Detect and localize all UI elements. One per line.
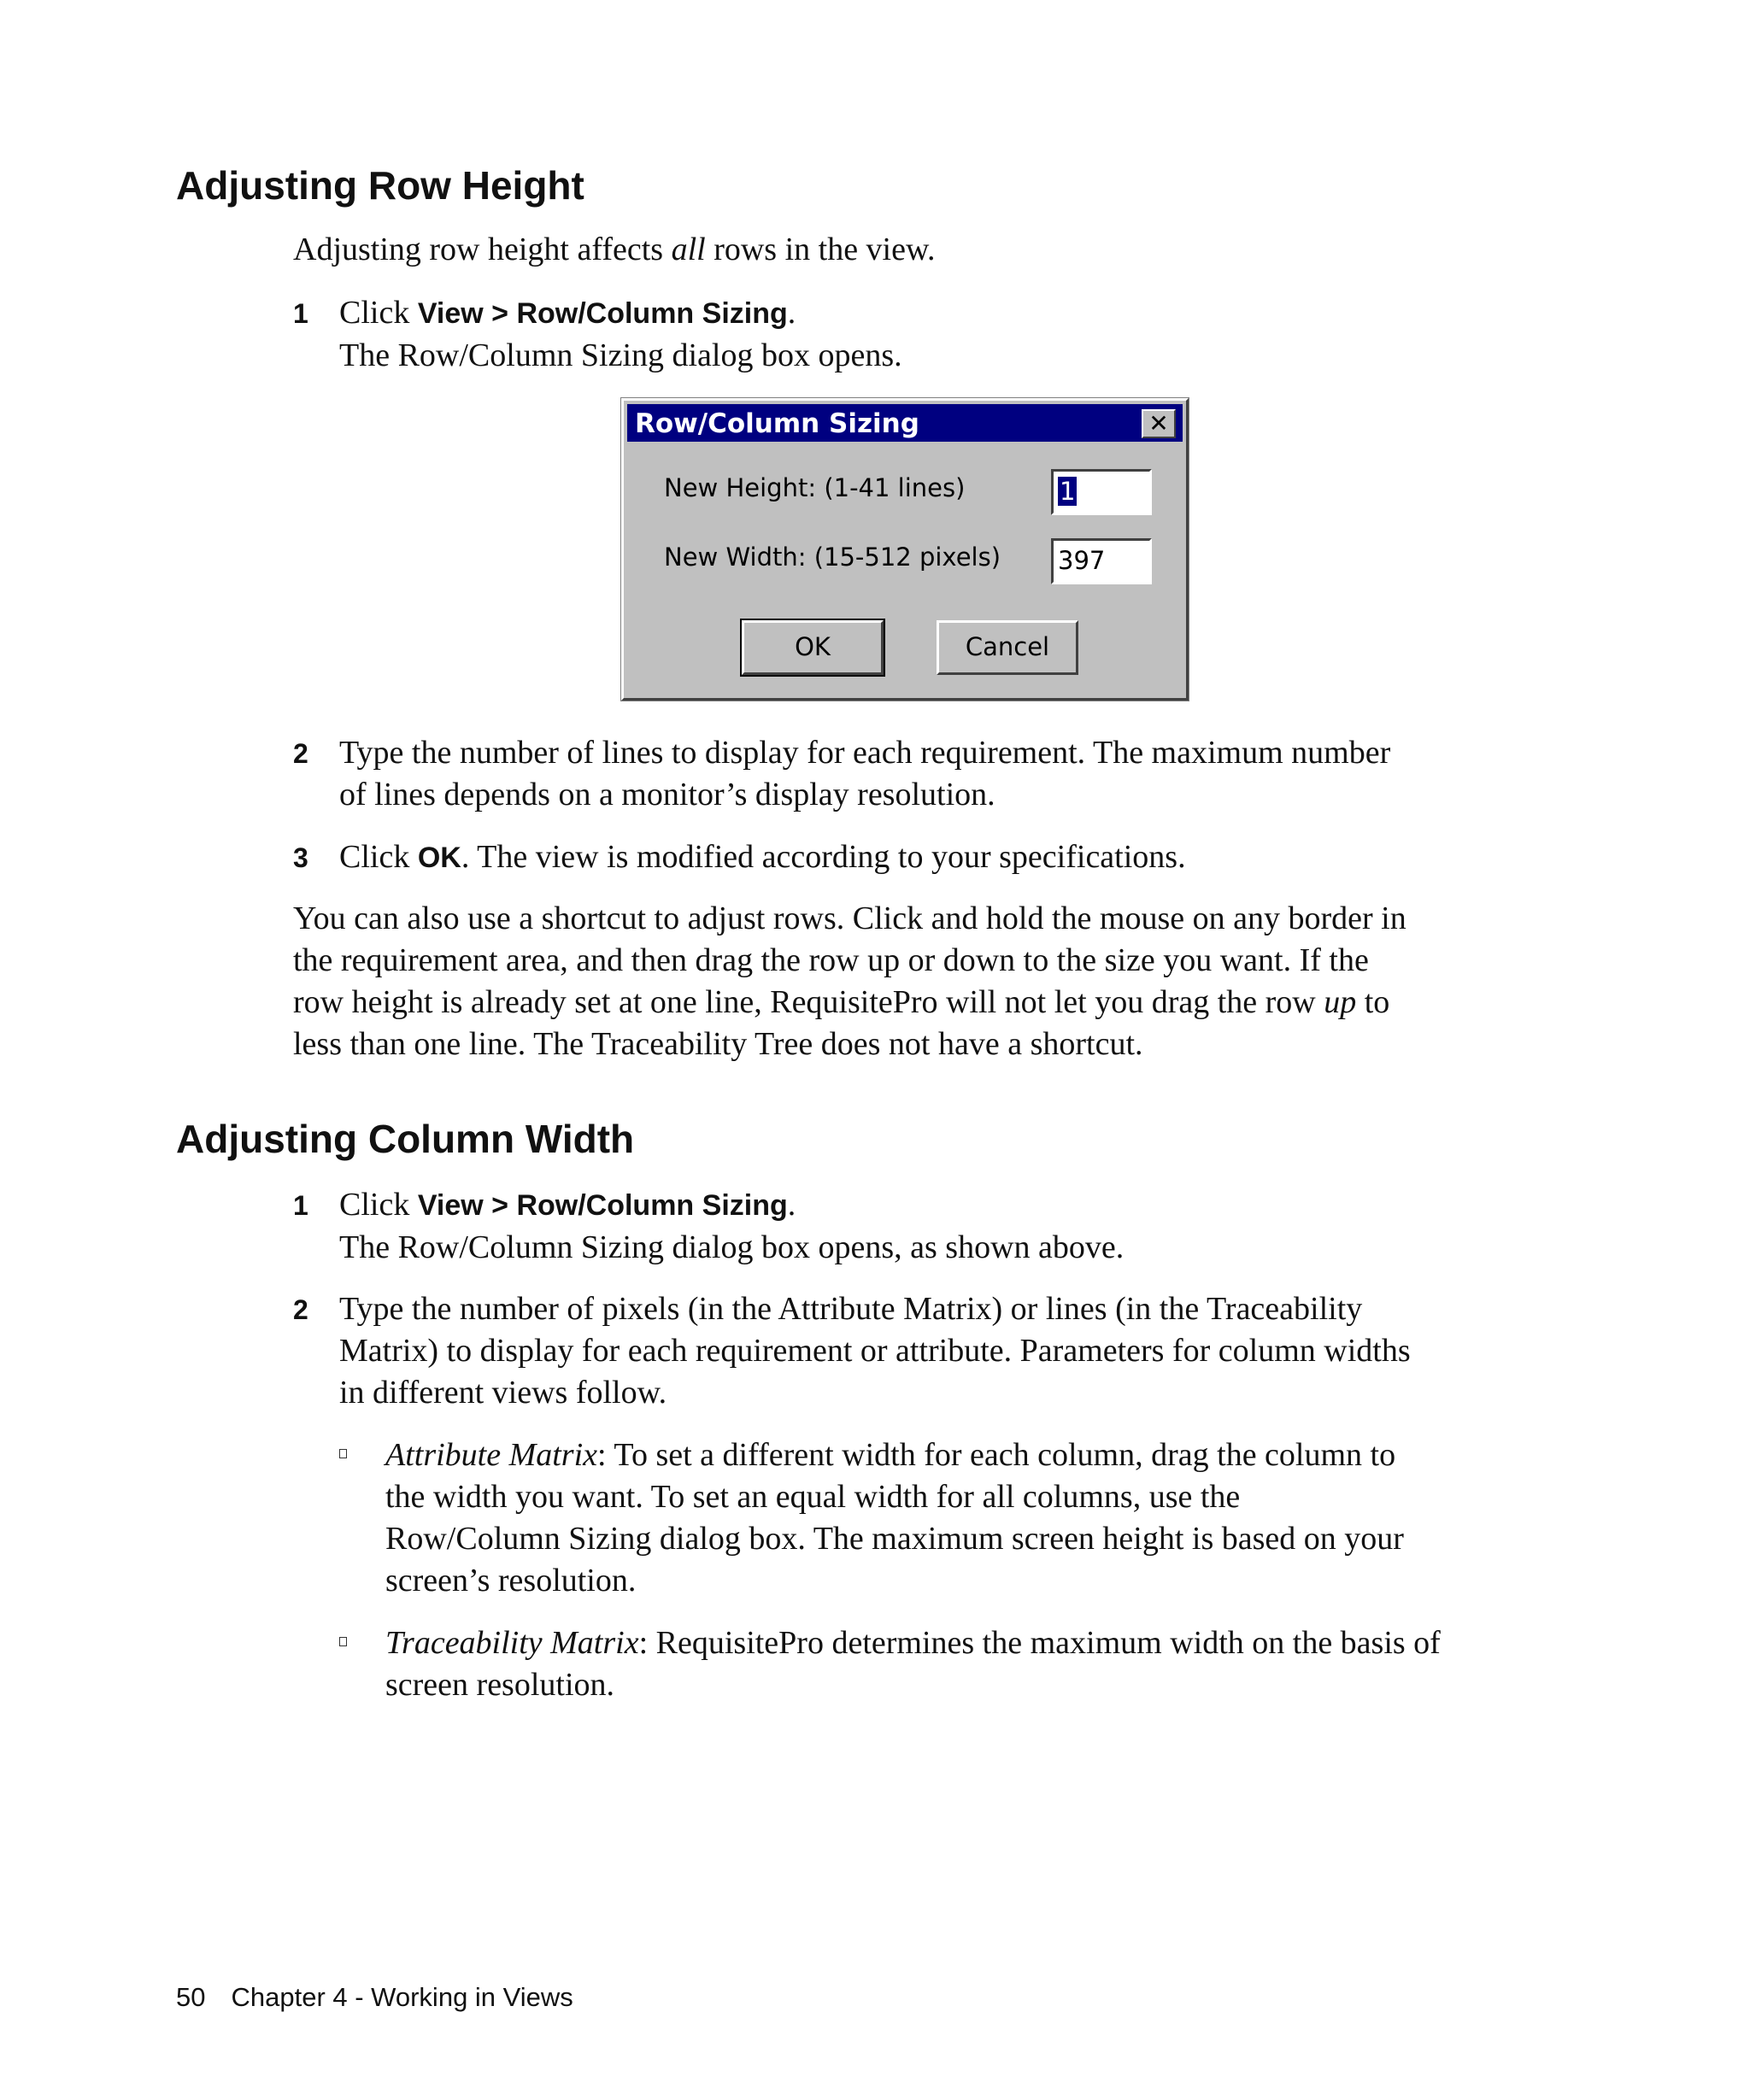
bullet-marker <box>339 1449 347 1458</box>
page-number: 50 <box>176 1982 206 2012</box>
page-footer <box>176 1982 573 2013</box>
shortcut-paragraph: You can also use a shortcut to adjust rows. Click and hold the mouse on any border in the requirement area, and then drag the row up or down to the size you want. If the row height is already set at one line, RequisitePro will not let you drag the row up to less than one line. The Traceability Tree does not have a shortcut. <box>293 900 1406 1062</box>
dialog-titlebar <box>627 404 1183 442</box>
dialog-title: Row/Column Sizing <box>635 408 919 439</box>
ok-label: OK <box>417 842 461 874</box>
menu-path: View > Row/Column Sizing <box>417 1189 788 1222</box>
heading-adjusting-column-width: Adjusting Column Width <box>176 1117 635 1161</box>
heading-adjusting-row-height: Adjusting Row Height <box>176 163 584 208</box>
step-number: 1 <box>293 298 308 329</box>
row-column-sizing-dialog <box>621 398 1189 701</box>
cancel-button[interactable]: Cancel <box>937 620 1078 675</box>
intro-paragraph: Adjusting row height affects all rows in the view. <box>293 232 936 267</box>
menu-path: View > Row/Column Sizing <box>417 297 788 330</box>
bullet-marker <box>339 1637 347 1646</box>
new-width-label: New Width: (15-512 pixels) <box>664 543 1001 572</box>
new-height-label: New Height: (1-41 lines) <box>664 473 966 502</box>
close-icon[interactable]: ✕ <box>1142 409 1176 438</box>
new-width-input[interactable]: 397 <box>1051 538 1152 584</box>
chapter-title: Chapter 4 - Working in Views <box>231 1982 573 2012</box>
ok-button[interactable]: OK <box>742 620 884 675</box>
new-height-input[interactable]: 1 <box>1051 469 1152 515</box>
